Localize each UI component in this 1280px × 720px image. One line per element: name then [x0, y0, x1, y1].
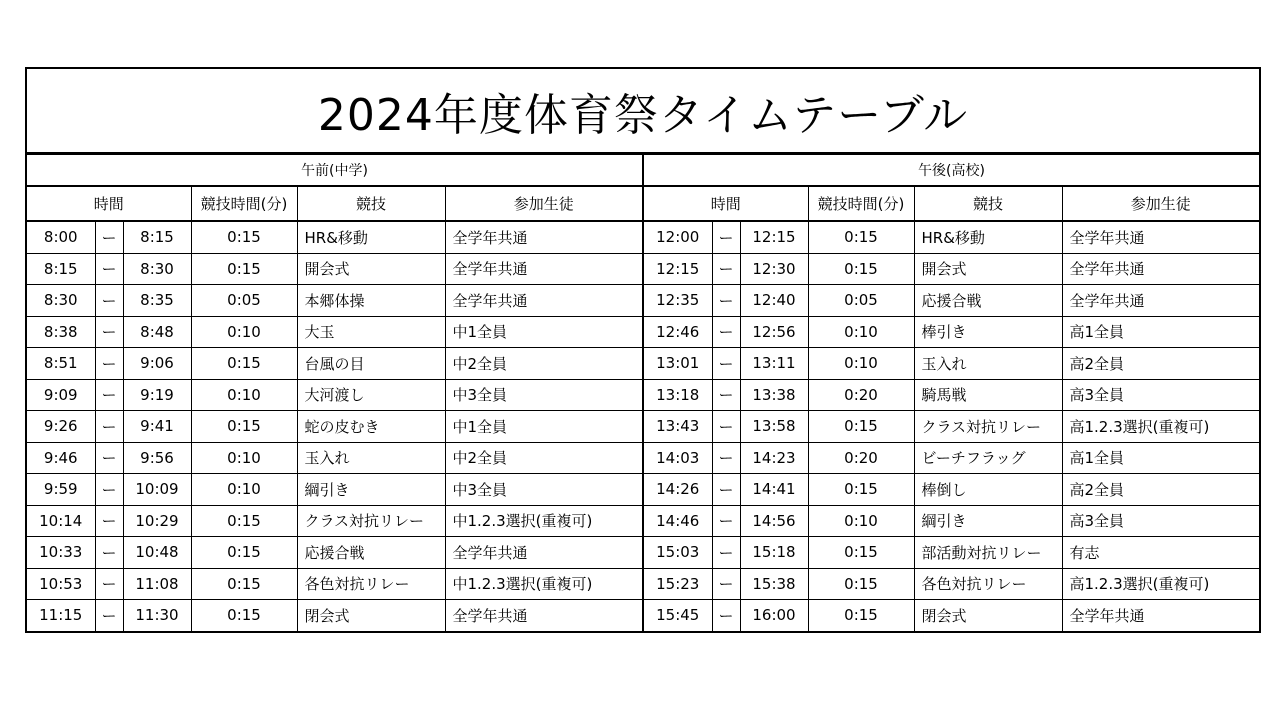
end-time-cell: 9:56 — [123, 442, 191, 474]
duration-cell: 0:10 — [808, 316, 914, 348]
table-row — [644, 348, 1259, 380]
table-row — [27, 505, 642, 537]
duration-cell: 0:05 — [191, 285, 297, 317]
duration-cell: 0:15 — [191, 221, 297, 253]
participants-cell: 高2全員 — [1062, 474, 1259, 506]
section-title: 午後(高校) — [644, 155, 1259, 187]
header-time: 時間 — [644, 186, 808, 221]
event-cell: 開会式 — [297, 253, 445, 285]
end-time-cell: 13:58 — [740, 411, 808, 443]
table-row — [644, 316, 1259, 348]
time-separator: ー — [95, 442, 123, 474]
table-row — [27, 600, 642, 631]
start-time-cell: 9:46 — [27, 442, 95, 474]
time-separator: ー — [712, 600, 740, 631]
page-title: 2024年度体育祭タイムテーブル — [27, 69, 1259, 154]
event-cell: 棒引き — [914, 316, 1062, 348]
time-separator: ー — [712, 285, 740, 317]
end-time-cell: 10:48 — [123, 537, 191, 569]
schedule-table — [644, 154, 1259, 631]
event-cell: 大玉 — [297, 316, 445, 348]
start-time-cell: 10:53 — [27, 568, 95, 600]
start-time-cell: 14:26 — [644, 474, 712, 506]
duration-cell: 0:10 — [808, 505, 914, 537]
participants-cell: 有志 — [1062, 537, 1259, 569]
time-separator: ー — [712, 474, 740, 506]
table-row — [27, 379, 642, 411]
start-time-cell: 8:38 — [27, 316, 95, 348]
end-time-cell: 14:56 — [740, 505, 808, 537]
time-separator: ー — [95, 474, 123, 506]
duration-cell: 0:15 — [191, 505, 297, 537]
participants-cell: 中1全員 — [445, 411, 642, 443]
duration-cell: 0:15 — [808, 474, 914, 506]
participants-cell: 中2全員 — [445, 442, 642, 474]
time-separator: ー — [95, 379, 123, 411]
participants-cell: 中2全員 — [445, 348, 642, 380]
header-time: 時間 — [27, 186, 191, 221]
duration-cell: 0:10 — [808, 348, 914, 380]
end-time-cell: 8:48 — [123, 316, 191, 348]
time-separator: ー — [712, 568, 740, 600]
duration-cell: 0:15 — [191, 568, 297, 600]
end-time-cell: 16:00 — [740, 600, 808, 631]
start-time-cell: 9:09 — [27, 379, 95, 411]
time-separator: ー — [712, 442, 740, 474]
table-row — [644, 568, 1259, 600]
end-time-cell: 13:11 — [740, 348, 808, 380]
participants-cell: 全学年共通 — [445, 221, 642, 253]
participants-cell: 全学年共通 — [445, 285, 642, 317]
end-time-cell: 12:56 — [740, 316, 808, 348]
participants-cell: 全学年共通 — [445, 253, 642, 285]
start-time-cell: 13:18 — [644, 379, 712, 411]
table-row — [644, 411, 1259, 443]
event-cell: クラス対抗リレー — [914, 411, 1062, 443]
duration-cell: 0:10 — [191, 442, 297, 474]
header-event: 競技 — [914, 186, 1062, 221]
event-cell: ビーチフラッグ — [914, 442, 1062, 474]
table-row — [644, 505, 1259, 537]
event-cell: 開会式 — [914, 253, 1062, 285]
table-row — [644, 442, 1259, 474]
end-time-cell: 11:30 — [123, 600, 191, 631]
event-cell: 綱引き — [914, 505, 1062, 537]
table-row — [644, 537, 1259, 569]
start-time-cell: 12:46 — [644, 316, 712, 348]
table-row — [27, 285, 642, 317]
duration-cell: 0:10 — [191, 316, 297, 348]
start-time-cell: 9:59 — [27, 474, 95, 506]
start-time-cell: 12:00 — [644, 221, 712, 253]
header-duration: 競技時間(分) — [808, 186, 914, 221]
time-separator: ー — [712, 253, 740, 285]
start-time-cell: 14:03 — [644, 442, 712, 474]
event-cell: 綱引き — [297, 474, 445, 506]
table-row — [644, 379, 1259, 411]
participants-cell: 全学年共通 — [445, 600, 642, 631]
end-time-cell: 12:15 — [740, 221, 808, 253]
end-time-cell: 12:40 — [740, 285, 808, 317]
table-row — [27, 348, 642, 380]
table-row — [27, 411, 642, 443]
event-cell: 各色対抗リレー — [914, 568, 1062, 600]
duration-cell: 0:10 — [191, 379, 297, 411]
end-time-cell: 11:08 — [123, 568, 191, 600]
event-cell: 閉会式 — [297, 600, 445, 631]
participants-cell: 全学年共通 — [1062, 600, 1259, 631]
table-row — [644, 474, 1259, 506]
end-time-cell: 10:29 — [123, 505, 191, 537]
end-time-cell: 9:19 — [123, 379, 191, 411]
timetable-sheet — [25, 67, 1261, 633]
time-separator: ー — [712, 537, 740, 569]
participants-cell: 全学年共通 — [1062, 221, 1259, 253]
duration-cell: 0:15 — [808, 411, 914, 443]
duration-cell: 0:15 — [808, 568, 914, 600]
duration-cell: 0:05 — [808, 285, 914, 317]
event-cell: 玉入れ — [297, 442, 445, 474]
event-cell: 応援合戦 — [297, 537, 445, 569]
event-cell: 台風の目 — [297, 348, 445, 380]
section-header-row — [27, 155, 642, 187]
section-header-row — [644, 155, 1259, 187]
time-separator: ー — [712, 221, 740, 253]
event-cell: 棒倒し — [914, 474, 1062, 506]
participants-cell: 高3全員 — [1062, 379, 1259, 411]
start-time-cell: 15:45 — [644, 600, 712, 631]
event-cell: HR&移動 — [297, 221, 445, 253]
table-row — [644, 221, 1259, 253]
table-row — [27, 442, 642, 474]
start-time-cell: 12:15 — [644, 253, 712, 285]
participants-cell: 高3全員 — [1062, 505, 1259, 537]
participants-cell: 中3全員 — [445, 474, 642, 506]
time-separator: ー — [95, 285, 123, 317]
participants-cell: 中1.2.3選択(重複可) — [445, 505, 642, 537]
duration-cell: 0:10 — [191, 474, 297, 506]
participants-cell: 中3全員 — [445, 379, 642, 411]
end-time-cell: 9:41 — [123, 411, 191, 443]
end-time-cell: 14:41 — [740, 474, 808, 506]
afternoon-section — [642, 154, 1259, 631]
time-separator: ー — [712, 379, 740, 411]
duration-cell: 0:20 — [808, 379, 914, 411]
column-header-row — [644, 186, 1259, 221]
time-separator: ー — [95, 600, 123, 631]
end-time-cell: 13:38 — [740, 379, 808, 411]
event-cell: 応援合戦 — [914, 285, 1062, 317]
table-row — [27, 253, 642, 285]
duration-cell: 0:15 — [191, 600, 297, 631]
end-time-cell: 10:09 — [123, 474, 191, 506]
participants-cell: 全学年共通 — [1062, 253, 1259, 285]
end-time-cell: 14:23 — [740, 442, 808, 474]
time-separator: ー — [712, 505, 740, 537]
duration-cell: 0:15 — [808, 600, 914, 631]
table-row — [644, 253, 1259, 285]
participants-cell: 高2全員 — [1062, 348, 1259, 380]
participants-cell: 高1.2.3選択(重複可) — [1062, 411, 1259, 443]
morning-section — [27, 154, 642, 631]
duration-cell: 0:15 — [191, 537, 297, 569]
start-time-cell: 15:03 — [644, 537, 712, 569]
event-cell: 閉会式 — [914, 600, 1062, 631]
start-time-cell: 13:01 — [644, 348, 712, 380]
table-row — [27, 316, 642, 348]
time-separator: ー — [95, 316, 123, 348]
start-time-cell: 8:15 — [27, 253, 95, 285]
end-time-cell: 12:30 — [740, 253, 808, 285]
header-participants: 参加生徒 — [445, 186, 642, 221]
event-cell: 大河渡し — [297, 379, 445, 411]
schedule-table — [27, 154, 642, 631]
start-time-cell: 9:26 — [27, 411, 95, 443]
event-cell: 各色対抗リレー — [297, 568, 445, 600]
start-time-cell: 14:46 — [644, 505, 712, 537]
duration-cell: 0:20 — [808, 442, 914, 474]
table-row — [27, 221, 642, 253]
start-time-cell: 11:15 — [27, 600, 95, 631]
duration-cell: 0:15 — [191, 411, 297, 443]
column-header-row — [27, 186, 642, 221]
participants-cell: 高1全員 — [1062, 316, 1259, 348]
header-participants: 参加生徒 — [1062, 186, 1259, 221]
table-row — [644, 285, 1259, 317]
duration-cell: 0:15 — [808, 253, 914, 285]
event-cell: 部活動対抗リレー — [914, 537, 1062, 569]
participants-cell: 中1.2.3選択(重複可) — [445, 568, 642, 600]
timetable-body — [27, 154, 1259, 631]
start-time-cell: 10:14 — [27, 505, 95, 537]
end-time-cell: 15:38 — [740, 568, 808, 600]
duration-cell: 0:15 — [191, 253, 297, 285]
end-time-cell: 8:30 — [123, 253, 191, 285]
participants-cell: 全学年共通 — [445, 537, 642, 569]
time-separator: ー — [95, 253, 123, 285]
duration-cell: 0:15 — [808, 537, 914, 569]
event-cell: 玉入れ — [914, 348, 1062, 380]
table-row — [27, 537, 642, 569]
participants-cell: 高1.2.3選択(重複可) — [1062, 568, 1259, 600]
event-cell: 騎馬戦 — [914, 379, 1062, 411]
start-time-cell: 12:35 — [644, 285, 712, 317]
start-time-cell: 8:30 — [27, 285, 95, 317]
time-separator: ー — [712, 348, 740, 380]
time-separator: ー — [712, 411, 740, 443]
duration-cell: 0:15 — [808, 221, 914, 253]
start-time-cell: 15:23 — [644, 568, 712, 600]
end-time-cell: 8:35 — [123, 285, 191, 317]
end-time-cell: 9:06 — [123, 348, 191, 380]
start-time-cell: 8:00 — [27, 221, 95, 253]
time-separator: ー — [95, 221, 123, 253]
header-event: 競技 — [297, 186, 445, 221]
time-separator: ー — [95, 505, 123, 537]
time-separator: ー — [95, 568, 123, 600]
participants-cell: 高1全員 — [1062, 442, 1259, 474]
time-separator: ー — [95, 411, 123, 443]
time-separator: ー — [712, 316, 740, 348]
time-separator: ー — [95, 537, 123, 569]
header-duration: 競技時間(分) — [191, 186, 297, 221]
end-time-cell: 15:18 — [740, 537, 808, 569]
end-time-cell: 8:15 — [123, 221, 191, 253]
event-cell: 本郷体操 — [297, 285, 445, 317]
duration-cell: 0:15 — [191, 348, 297, 380]
participants-cell: 全学年共通 — [1062, 285, 1259, 317]
start-time-cell: 8:51 — [27, 348, 95, 380]
table-row — [27, 474, 642, 506]
event-cell: 蛇の皮むき — [297, 411, 445, 443]
participants-cell: 中1全員 — [445, 316, 642, 348]
table-row — [644, 600, 1259, 631]
event-cell: クラス対抗リレー — [297, 505, 445, 537]
table-row — [27, 568, 642, 600]
start-time-cell: 13:43 — [644, 411, 712, 443]
event-cell: HR&移動 — [914, 221, 1062, 253]
time-separator: ー — [95, 348, 123, 380]
section-title: 午前(中学) — [27, 155, 642, 187]
start-time-cell: 10:33 — [27, 537, 95, 569]
